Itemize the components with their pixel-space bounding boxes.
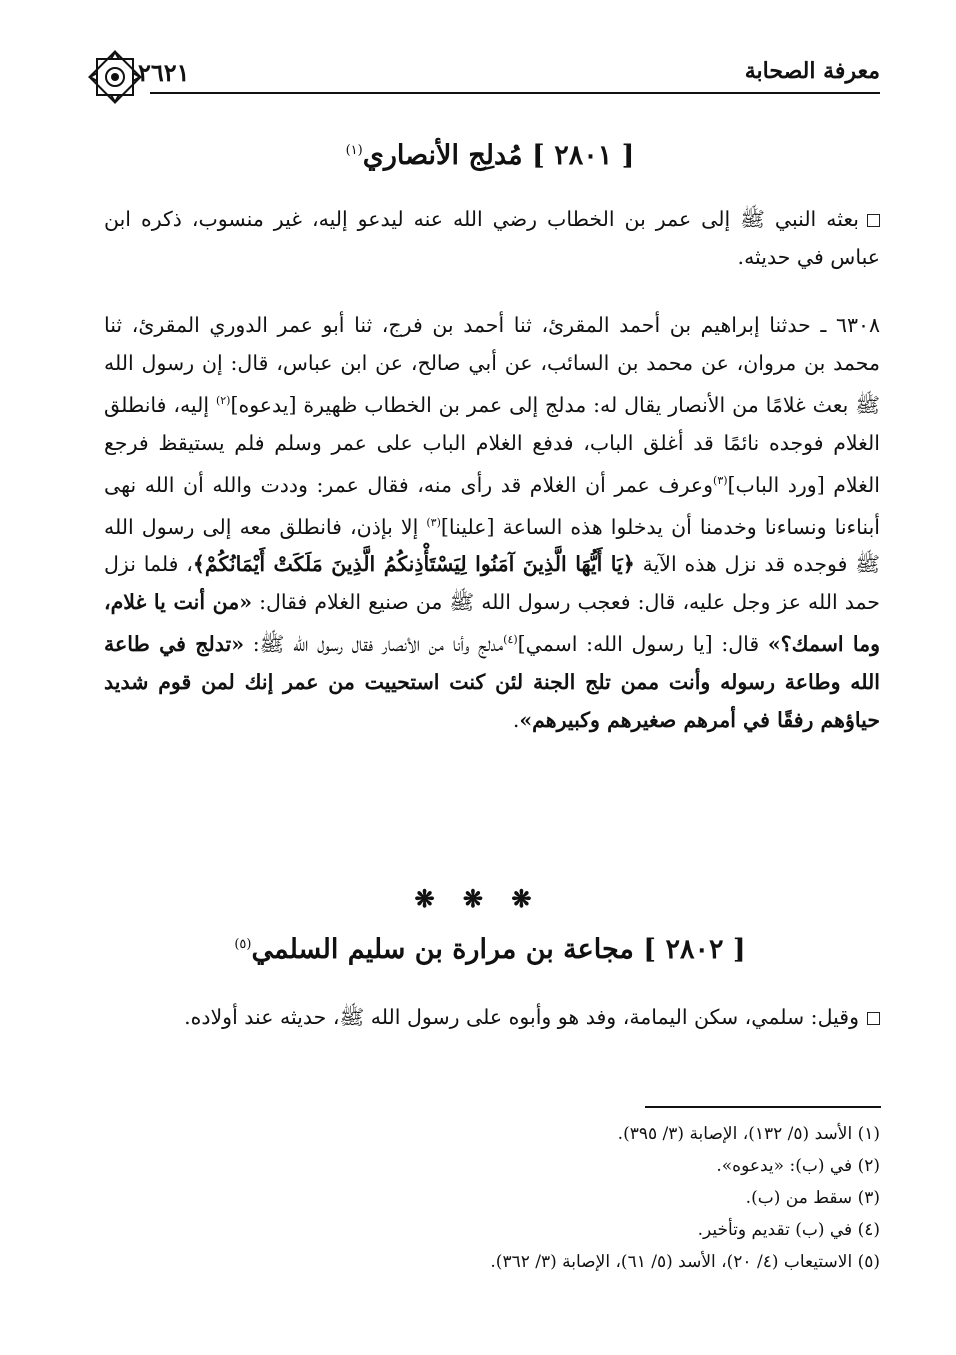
footnote-item: (٥) الاستيعاب (٤/ ٢٠)، الأسد (٥/ ٦١)، الإصابة (٣/ ٣٦٢). — [490, 1252, 880, 1272]
footnote-ref: (٥) — [234, 937, 252, 952]
footnote-item: (٣) سقط من (ب). — [745, 1188, 880, 1208]
hadith-text: ٦٣٠٨ ـ حدثنا إبراهيم بن أحمد المقرئ، ثنا أحمد بن فرج، ثنا أبو عمر الدوري المقرئ، ثنا محمد بن مروان، عن محمد بن السائب، عن أبي صالح، عن ابن عباس، قال: إن رسول الله ﷺ بعث غلامًا من الأنصار يقال له: مدلج إلى عمر بن الخطاب ظهيرة [يدعوه] — [104, 313, 881, 417]
footnote-ref: (٢) — [215, 394, 231, 407]
page-number: ٢٦٢١ — [138, 58, 190, 87]
running-title: معرفة الصحابة — [744, 58, 880, 84]
footnote-ref: (٤) — [503, 633, 518, 647]
quran-verse: ﴿يَا أَيُّهَا الَّذِينَ آمَنُوا لِيَسْتَأْذِنكُمُ الَّذِينَ مَلَكَتْ أَيْمَانُكُمْ﴾ — [192, 552, 635, 577]
prophet-quote: «تدلج في طاعة الله وطاعة رسوله وأنت ممن تلج الجنة لئن كنت استحييت من عمر إنك لمن قوم شديد حياؤهم رفقًا في أمرهم صغيرهم وكبيرهم» — [104, 632, 880, 733]
header-rule — [150, 92, 880, 94]
entry-intro-2801 — [104, 200, 880, 276]
square-bullet-icon — [867, 214, 880, 227]
entry-title-text: [ ٢٨٠١ ] مُدلِج الأنصاري — [362, 140, 635, 171]
footnote-item: (٤) في (ب) تقديم وتأخير. — [697, 1220, 880, 1240]
hadith-text: إليه، فانطلق الغلام فوجده نائمًا قد أغلق الباب، فدفع الغلام الباب على عمر وسلم فلم يستيقظ فرجع الغلام [ورد الباب] — [104, 392, 880, 497]
entry-intro-text: وقيل: سلمي، سكن اليمامة، وفد هو وأبوه على رسول الله ﷺ، حديثه عند أولاده. — [184, 1005, 859, 1029]
hadith-6308 — [104, 306, 880, 739]
entry-title-2802 — [100, 934, 880, 965]
octagram-ornament-icon — [84, 46, 146, 108]
footnote-rule — [645, 1106, 881, 1108]
footnote-ref: (٣) — [426, 515, 441, 529]
entry-title-text: [ ٢٨٠٢ ] مجاعة بن مرارة بن سليم السلمي — [251, 934, 746, 965]
entry-title-2801 — [100, 140, 880, 171]
hadith-text: وعرف عمر أن الغلام قد رأى منه، فقال عمر: وددت والله أن الله نهى أبناءنا ونساءنا وخدمنا أن يدخلوا هذه الساعة [علينا] — [104, 472, 881, 539]
square-bullet-icon — [867, 1012, 880, 1025]
entry-intro-2802 — [104, 998, 880, 1036]
footnote-item: (١) الأسد (٥/ ١٣٢)، الإصابة (٣/ ٣٩٥). — [617, 1124, 880, 1144]
hadith-text: مدلج وأنا من الأنصار فقال رسول الله ﷺ: — [244, 632, 504, 657]
hadith-text: ، فلما نزل حمد الله عز وجل عليه، قال: فعجب رسول الله ﷺ من صنيع الغلام فقال: — [104, 552, 880, 615]
prophet-quote: «من أنت يا غلام، وما اسمك؟» — [104, 590, 880, 657]
entry-intro-text: بعثه النبي ﷺ إلى عمر بن الخطاب رضي الله عنه ليدعو إليه، غير منسوب، ذكره ابن عباس في حديثه. — [104, 207, 880, 269]
footnote-ref: (١) — [345, 143, 363, 158]
footnotes — [300, 1118, 880, 1278]
hadith-text: . — [512, 708, 520, 733]
hadith-text: قال: [يا رسول الله: اسمي] — [517, 632, 768, 657]
section-separator: ❋ ❋ ❋ — [414, 884, 542, 913]
hadith-text: إلا بإذن، فانطلق معه إلى رسول الله ﷺ فوجده قد نزل هذه الآية — [104, 514, 881, 577]
page-header — [90, 52, 880, 96]
footnote-ref: (٣) — [713, 473, 728, 487]
footnote-item: (٢) في (ب): «يدعوه». — [716, 1156, 880, 1176]
